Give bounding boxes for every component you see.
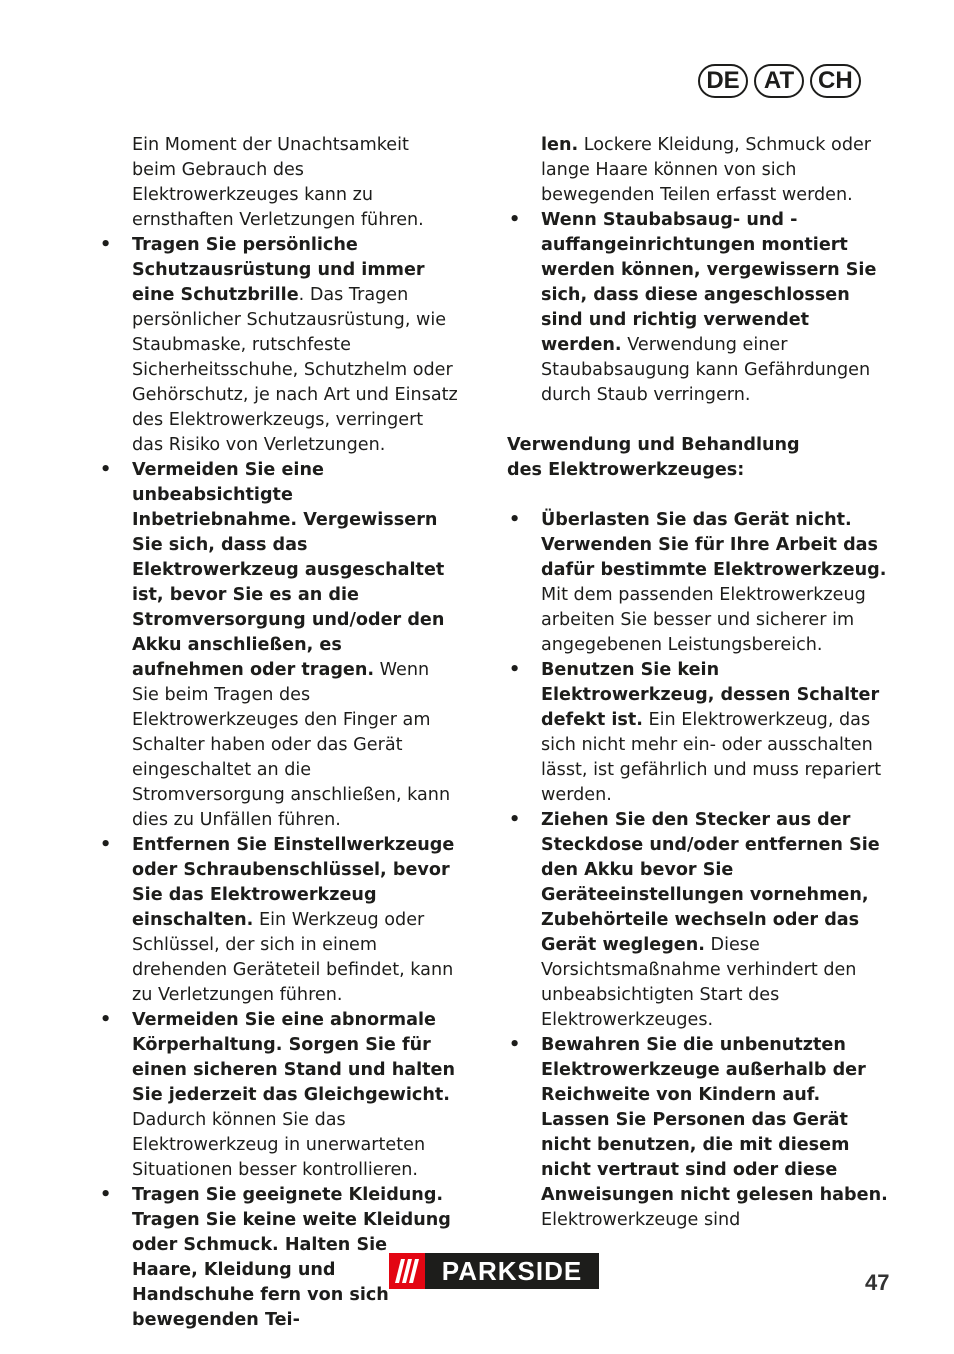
safety-item-bold: Wenn Staubabsaug- und -auffangeinrichtungen montiert werden können, vergewissern Sie sich, dass diese angeschlossen sind und richtig verwendet werden. — [541, 210, 877, 355]
safety-item-text: Dadurch können Sie das Elektrowerkzeug in unerwarteten Situationen besser kontrollieren. — [132, 1110, 426, 1180]
usage-item-bold: Benutzen Sie kein Elektrowerkzeug, dessen Schalter defekt ist. — [541, 660, 880, 730]
section-heading-line2: des Elektrowerkzeuges: — [507, 460, 745, 480]
safety-item-text: Verwendung einer Staubabsaugung kann Gefährdungen durch Staub verringern. — [541, 335, 871, 405]
safety-item-text: Ein Werkzeug oder Schlüssel, der sich in einem drehenden Geräteteil befindet, kann zu Verletzungen führen. — [132, 910, 454, 1005]
usage-item-text: Ein Elektrowerkzeug, das sich nicht mehr ein- oder ausschalten lässt, ist gefährlich und muss repariert werden. — [541, 710, 882, 805]
safety-item-bold: Vermeiden Sie eine abnormale Körperhaltung. Sorgen Sie für einen sicheren Stand und halten Sie jederzeit das Gleichgewicht. — [132, 1010, 455, 1105]
left-column — [98, 133, 458, 1333]
safety-item-bold: Entfernen Sie Einstellwerkzeuge oder Schraubenschlüssel, bevor Sie das Elektrowerkzeug einschalten. — [132, 835, 455, 930]
usage-item — [507, 808, 889, 1033]
continuation-text: Lockere Kleidung, Schmuck oder lange Haare können von sich bewegenden Teilen erfasst werden. — [541, 135, 872, 205]
usage-item-text: Mit dem passenden Elektrowerkzeug arbeiten Sie besser und sicherer im angegebenen Leistungsbereich. — [541, 585, 866, 655]
safety-item-text: . Das Tragen persönlicher Schutzausrüstung, wie Staubmaske, rutschfeste Sicherheitsschuhe, Schutzhelm oder Gehörschutz, je nach Art und Einsatz des Elektrowerkzeugs, verringert das Risiko von Verletzungen. — [132, 285, 458, 455]
safety-item-bold: Tragen Sie persönliche Schutzausrüstung und immer eine Schutzbrille — [132, 235, 425, 305]
safety-item — [98, 233, 458, 458]
lang-badge-ch: CH — [810, 64, 861, 98]
section-heading — [507, 433, 889, 483]
safety-item — [98, 833, 458, 1008]
lang-badge-de: DE — [698, 64, 748, 98]
language-badges — [698, 64, 861, 98]
usage-item-bold: Bewahren Sie die unbenutzten Elektrowerkzeuge außerhalb der Reichweite von Kindern auf. Lassen Sie Personen das Gerät nicht benutzen, die mit diesem nicht vertraut sind oder diese Anweisungen nicht gelesen haben. — [541, 1035, 888, 1205]
intro-paragraph: Ein Moment der Unachtsamkeit beim Gebrauch des Elektrowerkzeuges kann zu ernsthaften Verletzungen führen. — [132, 135, 424, 230]
parkside-logo — [389, 1253, 599, 1289]
usage-item-text: Diese Vorsichtsmaßnahme verhindert den unbeabsichtigten Start des Elektrowerkzeuges. — [541, 935, 857, 1030]
usage-item — [507, 658, 889, 808]
safety-item-text: Wenn Sie beim Tragen des Elektrowerkzeuges den Finger am Schalter haben oder das Gerät eingeschaltet an die Stromversorgung anschließen, kann dies zu Unfällen führen. — [132, 660, 451, 830]
usage-item — [507, 508, 889, 658]
usage-item-bold: Ziehen Sie den Stecker aus der Steckdose und/oder entfernen Sie den Akku bevor Sie Geräteeinstellungen vornehmen, Zubehörteile wechseln oder das Gerät weglegen. — [541, 810, 880, 955]
brand-name: PARKSIDE — [425, 1253, 599, 1289]
spacer — [507, 483, 889, 508]
continuation-bold: len. — [541, 135, 579, 155]
logo-stripes-icon — [389, 1253, 425, 1289]
spacer — [507, 408, 889, 433]
section-heading-line1: Verwendung und Behandlung — [507, 435, 800, 455]
right-column — [507, 133, 889, 1233]
safety-item — [507, 208, 889, 408]
lang-badge-at: AT — [754, 64, 804, 98]
safety-item — [98, 458, 458, 833]
continuation-paragraph — [507, 133, 889, 208]
safety-item-bold: Tragen Sie geeignete Kleidung. Tragen Sie keine weite Kleidung oder Schmuck. Halten Sie Haare, Kleidung und Handschuhe fern von sich bewegenden Tei- — [132, 1185, 451, 1330]
safety-item-bold: Vermeiden Sie eine unbeabsichtigte Inbetriebnahme. Vergewissern Sie sich, dass das Elektrowerkzeug ausgeschaltet ist, bevor Sie es an die Stromversorgung und/oder den Akku anschließen, es aufnehmen oder tragen. — [132, 460, 445, 680]
usage-item-bold: Überlasten Sie das Gerät nicht. Verwenden Sie für Ihre Arbeit das dafür bestimmte Elektrowerkzeug. — [541, 510, 887, 580]
safety-item — [98, 1008, 458, 1183]
usage-item-text: Elektrowerkzeuge sind — [541, 1210, 741, 1230]
usage-item — [507, 1033, 889, 1233]
page-number: 47 — [865, 1270, 890, 1295]
